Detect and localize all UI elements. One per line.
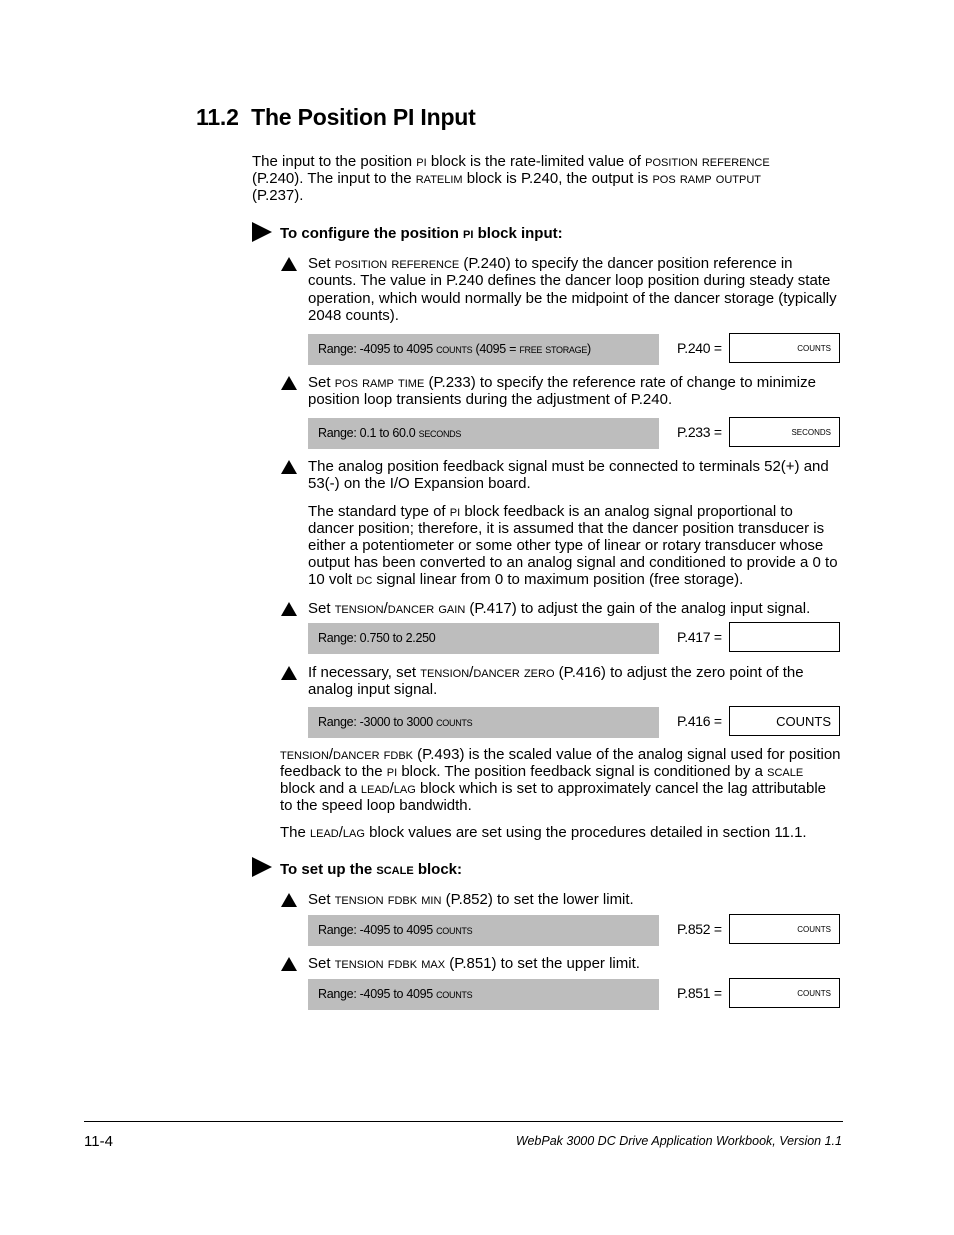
range-value: Range: -4095 to 4095 — [318, 987, 437, 1001]
parameter-label: P.852 = — [677, 921, 722, 937]
step-text — [308, 255, 842, 324]
step-description: (P.416) to adjust the zero point of the analog input signal. — [308, 664, 804, 699]
range-value: Range: -3000 to 3000 — [318, 715, 437, 729]
unit-label: seconds — [791, 426, 831, 438]
term-scale: scale — [767, 763, 804, 780]
step-text — [308, 664, 848, 699]
step-text — [308, 955, 842, 972]
parameter-name: tension fdbk min — [334, 891, 442, 908]
step-verb: Set — [308, 374, 335, 391]
step-description: (P.851) to set the upper limit. — [445, 955, 640, 972]
triangle-bullet-icon — [281, 893, 297, 907]
range-value: ) — [587, 342, 591, 356]
procedure-text: block input: — [473, 225, 563, 242]
intro-paragraph — [252, 153, 832, 204]
range-unit: seconds — [418, 426, 462, 440]
term-lead-lag: lead/lag — [360, 780, 416, 797]
range-bar — [308, 915, 659, 946]
value-entry-box[interactable] — [729, 978, 840, 1008]
step-description: (P.417) to adjust the gain of the analog input signal. — [465, 600, 811, 617]
parameter-name: tension fdbk max — [334, 955, 446, 972]
term-lead-lag: lead/lag — [310, 824, 365, 841]
note-text: The standard type of — [308, 503, 450, 520]
procedure-arrow-icon — [252, 857, 272, 877]
leadlag-paragraph — [280, 824, 850, 841]
value-entry-box[interactable] — [729, 333, 840, 363]
range-value: Range: 0.1 to 60.0 — [318, 426, 419, 440]
parameter-label: P.417 = — [677, 629, 722, 645]
triangle-bullet-icon — [281, 666, 297, 680]
unit-label: counts — [797, 923, 831, 935]
step-text — [308, 374, 842, 409]
step-verb: If necessary, set — [308, 664, 421, 681]
range-bar — [308, 623, 659, 654]
triangle-bullet-icon — [281, 376, 297, 390]
parameter-label: P.416 = — [677, 713, 722, 729]
note-text: signal linear from 0 to maximum position (free storage). — [372, 571, 744, 588]
paragraph-text: block values are set using the procedures detailed in section 11.1. — [364, 824, 807, 841]
book-title: WebPak 3000 DC Drive Application Workbook, Version 1.1 — [515, 1134, 842, 1148]
paragraph-text: block. The position feedback signal is conditioned by a — [397, 763, 768, 780]
range-bar — [308, 979, 659, 1010]
unit-label: COUNTS — [776, 714, 831, 729]
range-text: Range: 0.750 to 2.250 — [318, 631, 436, 645]
paragraph-text: (P.493) is the scaled value of the analog signal used for position feedback to the — [280, 746, 841, 780]
step-text: The analog position feedback signal must be connected to terminals 52(+) and 53(-) on the I/O Expansion board. — [308, 458, 829, 493]
procedure-heading — [280, 861, 462, 878]
unit-label: counts — [797, 342, 831, 354]
parameter-name: tension/dancer gain — [334, 600, 466, 617]
section-title — [196, 104, 476, 131]
range-text — [318, 426, 461, 440]
section-number: 11.2 — [196, 104, 239, 130]
paragraph-text: The — [280, 824, 311, 841]
step-text — [308, 600, 848, 617]
term-pi: pi — [449, 503, 461, 520]
parameter-label: P.233 = — [677, 424, 722, 440]
range-unit: counts — [436, 923, 473, 937]
triangle-bullet-icon — [281, 957, 297, 971]
range-unit: counts — [436, 987, 473, 1001]
value-entry-box[interactable] — [729, 417, 840, 447]
step-text — [308, 891, 842, 908]
footer-rule — [84, 1121, 843, 1122]
value-entry-box[interactable] — [729, 706, 840, 736]
term-pi: pi — [416, 153, 427, 170]
feedback-paragraph — [280, 746, 842, 814]
parameter-name: pos ramp time — [334, 374, 425, 391]
step-description: (P.852) to set the lower limit. — [441, 891, 634, 908]
range-text — [318, 987, 472, 1001]
range-bar — [308, 334, 659, 365]
step-verb: Set — [308, 891, 335, 908]
term-pi: pi — [386, 763, 398, 780]
page-number: 11-4 — [84, 1133, 113, 1150]
procedure-heading — [280, 225, 563, 242]
term-scale: scale — [376, 861, 414, 878]
value-entry-box[interactable] — [729, 622, 840, 652]
parameter-label: P.851 = — [677, 985, 722, 1001]
range-bar — [308, 418, 659, 449]
range-value: (4095 = — [472, 342, 520, 356]
range-text — [318, 342, 591, 356]
intro-text: The input to the position — [252, 153, 417, 170]
step-note — [308, 503, 842, 588]
term-pos-ramp-output: pos ramp output — [652, 170, 762, 187]
parameter-label: P.240 = — [677, 340, 722, 356]
triangle-bullet-icon — [281, 460, 297, 474]
range-unit: counts — [436, 342, 473, 356]
term-position-reference: position reference — [645, 153, 770, 170]
range-value: Range: -4095 to 4095 — [318, 342, 437, 356]
intro-text: (P.240). The input to the — [252, 170, 416, 187]
parameter-name: position reference — [334, 255, 460, 272]
step-verb: Set — [308, 600, 335, 617]
step-description: (P.240) to specify the dancer position reference in counts. The value in P.240 defines the dancer loop position during steady state operation, which would normally be the midpoint of the dancer storage (typically 2048 counts). — [308, 255, 837, 324]
paragraph-text: block and a — [280, 780, 361, 797]
range-unit: free storage — [519, 342, 588, 356]
paragraph-text: block which is set to approximately cancel the lag attributable to the speed loop bandwidth. — [280, 780, 827, 814]
parameter-name: tension/dancer zero — [420, 664, 555, 681]
term-ratelim: ratelim — [415, 170, 463, 187]
triangle-bullet-icon — [281, 257, 297, 271]
note-text: block feedback is an analog signal proportional to dancer position; therefore, it is assumed that the dancer position transducer is either a potentiometer or some other type of linear or rotary transducer whose output has been converted to an analog signal and conditioned to provide a 0 to 10 volt — [308, 503, 838, 588]
range-text — [318, 715, 472, 729]
range-bar — [308, 707, 659, 738]
procedure-text: To configure the position — [280, 225, 464, 242]
triangle-bullet-icon — [281, 602, 297, 616]
unit-label: counts — [797, 987, 831, 999]
parameter-name: tension/dancer fdbk — [280, 746, 414, 763]
range-unit: counts — [436, 715, 473, 729]
value-entry-box[interactable] — [729, 914, 840, 944]
range-text — [318, 923, 472, 937]
section-title-text: The Position PI Input — [251, 104, 476, 130]
intro-text: (P.237). — [252, 187, 304, 204]
procedure-text: To set up the — [280, 861, 377, 878]
intro-text: block is the rate-limited value of — [426, 153, 646, 170]
term-pi: pi — [463, 225, 474, 242]
term-dc: dc — [356, 571, 373, 588]
step-description: (P.233) to specify the reference rate of change to minimize position loop transients during the adjustment of P.240. — [308, 374, 816, 409]
procedure-arrow-icon — [252, 222, 272, 242]
intro-text: block is P.240, the output is — [462, 170, 653, 187]
range-value: Range: -4095 to 4095 — [318, 923, 437, 937]
step-verb: Set — [308, 255, 335, 272]
procedure-text: block: — [413, 861, 463, 878]
step-verb: Set — [308, 955, 335, 972]
